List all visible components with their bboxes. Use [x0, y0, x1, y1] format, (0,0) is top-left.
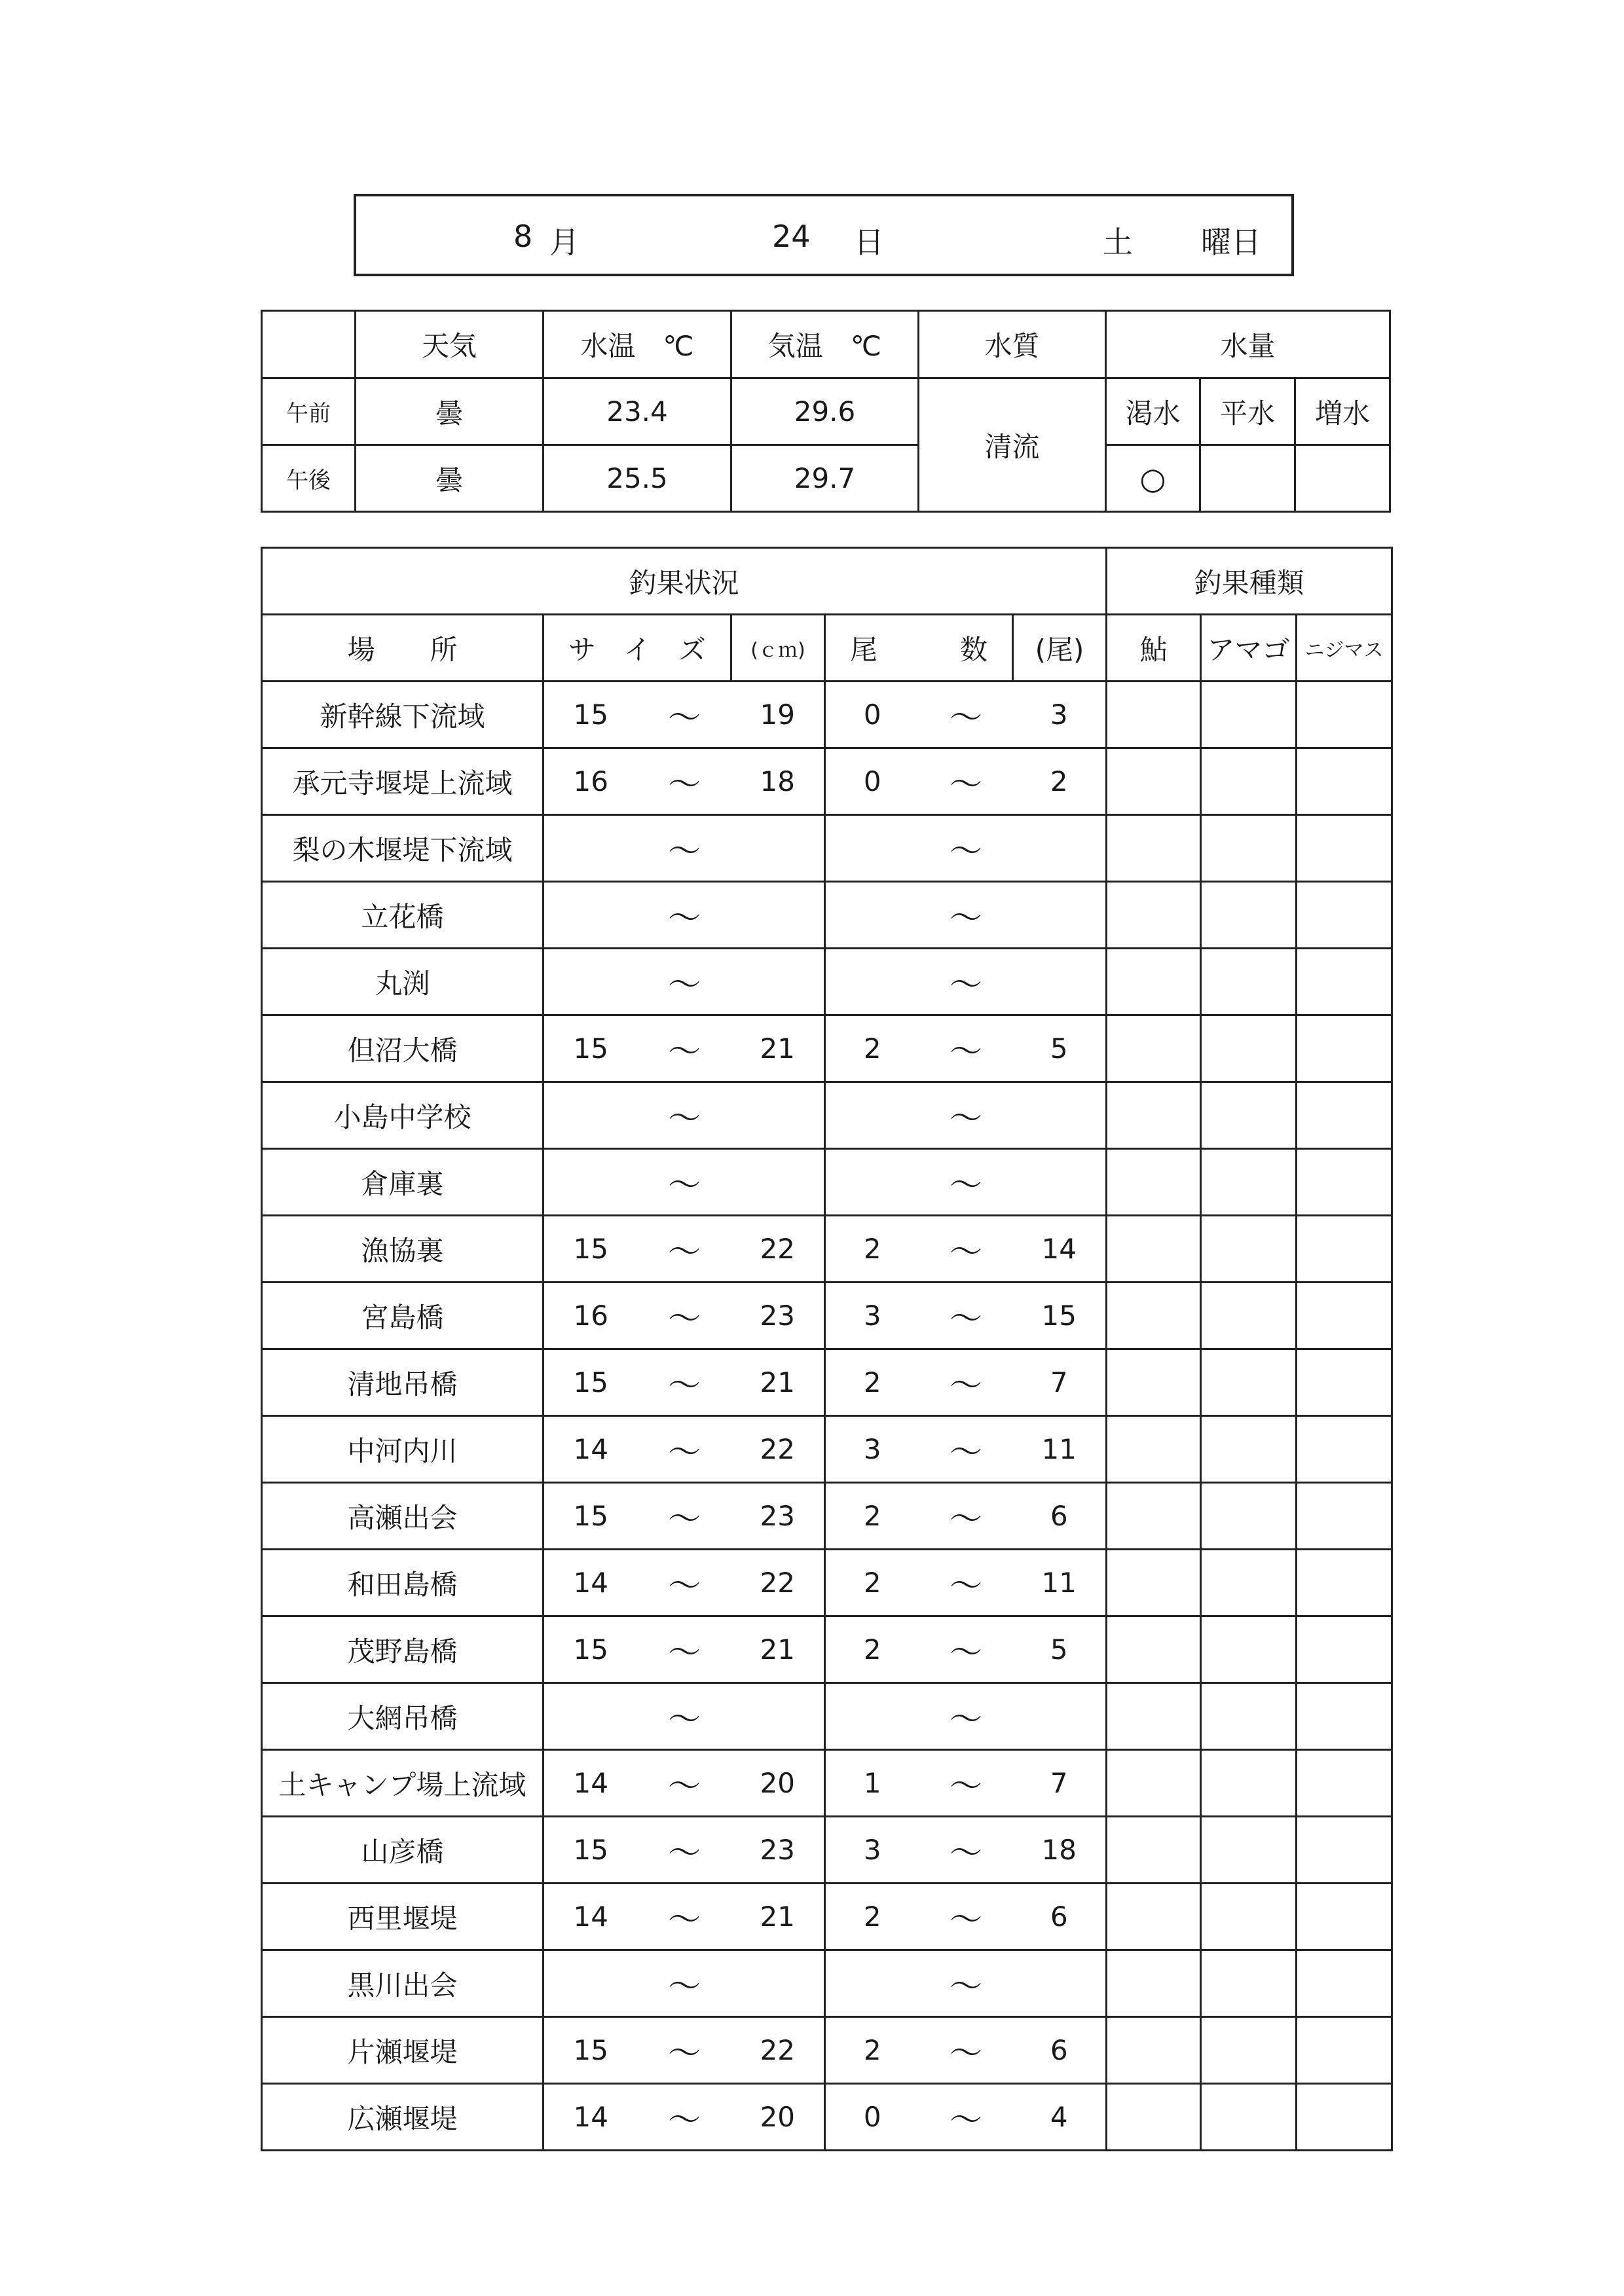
place-cell: 承元寺堰堤上流域: [262, 748, 544, 815]
size-max-cell: 21: [731, 1616, 825, 1683]
day-value: 24: [772, 219, 811, 254]
species-ayu-cell: [1107, 1683, 1201, 1750]
species-rainbow-trout-cell: [1297, 1082, 1392, 1149]
count-tilde-cell: ～: [919, 882, 1013, 949]
size-tilde-cell: ～: [638, 682, 731, 748]
count-min-cell: 2: [825, 2017, 919, 2084]
count-min-cell: 0: [825, 682, 919, 748]
table-row: [262, 2084, 1392, 2151]
count-min-cell: 0: [825, 2084, 919, 2151]
size-tilde-cell: ～: [638, 1616, 731, 1683]
count-min-cell: 2: [825, 1616, 919, 1683]
count-max-cell: 6: [1013, 2017, 1107, 2084]
count-tilde-cell: ～: [919, 1750, 1013, 1817]
species-ayu-cell: [1107, 815, 1201, 882]
species-amago-cell: [1201, 2017, 1297, 2084]
species-rainbow-trout-cell: [1297, 1349, 1392, 1416]
size-max-cell: [731, 815, 825, 882]
size-min-cell: 14: [544, 1416, 638, 1483]
species-amago-cell: [1201, 682, 1297, 748]
count-min-cell: 2: [825, 1884, 919, 1950]
count-tilde-cell: ～: [919, 2017, 1013, 2084]
count-min-cell: [825, 1149, 919, 1216]
water-temp-header: 水温 ℃: [544, 311, 731, 378]
size-min-cell: 16: [544, 748, 638, 815]
place-cell: 広瀬堰堤: [262, 2084, 544, 2151]
species-amago-cell: [1201, 1483, 1297, 1550]
count-max-cell: [1013, 1149, 1107, 1216]
size-max-cell: [731, 1149, 825, 1216]
table-row: [262, 1483, 1392, 1550]
water-quality-value: 清流: [919, 378, 1106, 512]
species-rainbow-trout-cell: [1297, 1683, 1392, 1750]
species-amago-cell: [1201, 1683, 1297, 1750]
size-max-cell: 18: [731, 748, 825, 815]
count-max-cell: [1013, 949, 1107, 1015]
volume-option-low: 渇水: [1106, 378, 1200, 445]
place-cell: 宮島橋: [262, 1283, 544, 1349]
size-max-cell: 21: [731, 1349, 825, 1416]
count-tilde-cell: ～: [919, 1817, 1013, 1884]
species-rainbow-trout-cell: [1297, 815, 1392, 882]
species-ayu-cell: [1107, 1349, 1201, 1416]
size-tilde-cell: ～: [638, 815, 731, 882]
size-max-cell: [731, 1950, 825, 2017]
species-rainbow-trout-cell: [1297, 2017, 1392, 2084]
size-max-cell: [731, 882, 825, 949]
count-max-cell: [1013, 815, 1107, 882]
size-min-cell: 14: [544, 1884, 638, 1950]
catch-title-row: [262, 548, 1392, 615]
place-cell: 梨の木堰堤下流域: [262, 815, 544, 882]
species-amago-cell: [1201, 1817, 1297, 1884]
size-min-cell: [544, 1149, 638, 1216]
species-ayu-cell: [1107, 1550, 1201, 1616]
size-tilde-cell: ～: [638, 1550, 731, 1616]
count-tilde-cell: ～: [919, 1149, 1013, 1216]
species-ayu-header: 鮎: [1107, 615, 1201, 682]
count-max-cell: 7: [1013, 1349, 1107, 1416]
place-cell: 西里堰堤: [262, 1884, 544, 1950]
species-amago-header: アマゴ: [1201, 615, 1297, 682]
count-min-cell: [825, 1950, 919, 2017]
count-tilde-cell: ～: [919, 1416, 1013, 1483]
count-min-cell: [825, 1082, 919, 1149]
species-ayu-cell: [1107, 1750, 1201, 1817]
count-max-cell: 2: [1013, 748, 1107, 815]
species-amago-cell: [1201, 1082, 1297, 1149]
size-min-cell: 15: [544, 1483, 638, 1550]
morning-row: [262, 378, 1390, 445]
water-volume-header: 水量: [1106, 311, 1390, 378]
count-tilde-cell: ～: [919, 949, 1013, 1015]
table-row: [262, 1283, 1392, 1349]
place-cell: 但沼大橋: [262, 1015, 544, 1082]
species-rainbow-trout-cell: [1297, 882, 1392, 949]
count-min-cell: 3: [825, 1416, 919, 1483]
species-ayu-cell: [1107, 2084, 1201, 2151]
species-ayu-cell: [1107, 1082, 1201, 1149]
count-tilde-cell: ～: [919, 1483, 1013, 1550]
size-min-cell: [544, 949, 638, 1015]
table-row: [262, 949, 1392, 1015]
count-min-cell: 3: [825, 1283, 919, 1349]
species-ayu-cell: [1107, 682, 1201, 748]
size-max-cell: 23: [731, 1483, 825, 1550]
table-row: [262, 1416, 1392, 1483]
species-rainbow-trout-cell: [1297, 1884, 1392, 1950]
species-amago-cell: [1201, 1884, 1297, 1950]
place-cell: 山彦橋: [262, 1817, 544, 1884]
size-min-cell: [544, 882, 638, 949]
catch-header-row: [262, 615, 1392, 682]
afternoon-air-temp: 29.7: [731, 445, 919, 512]
table-row: [262, 1216, 1392, 1283]
species-rainbow-trout-cell: [1297, 682, 1392, 748]
volume-high-mark: [1295, 445, 1390, 512]
species-rainbow-trout-cell: [1297, 2084, 1392, 2151]
species-amago-cell: [1201, 1950, 1297, 2017]
count-tilde-cell: ～: [919, 2084, 1013, 2151]
size-tilde-cell: ～: [638, 1149, 731, 1216]
water-quality-header: 水質: [919, 311, 1106, 378]
species-ayu-cell: [1107, 1416, 1201, 1483]
count-tilde-cell: ～: [919, 1616, 1013, 1683]
species-rainbow-trout-cell: [1297, 1483, 1392, 1550]
species-rainbow-trout-cell: [1297, 748, 1392, 815]
count-max-cell: 4: [1013, 2084, 1107, 2151]
species-rainbow-trout-cell: [1297, 1616, 1392, 1683]
count-max-cell: 6: [1013, 1884, 1107, 1950]
size-max-cell: 22: [731, 1550, 825, 1616]
weather-header: 天気: [356, 311, 544, 378]
size-max-cell: 21: [731, 1015, 825, 1082]
place-cell: 茂野島橋: [262, 1616, 544, 1683]
place-cell: 清地吊橋: [262, 1349, 544, 1416]
species-ayu-cell: [1107, 949, 1201, 1015]
species-ayu-cell: [1107, 1950, 1201, 2017]
size-tilde-cell: ～: [638, 1283, 731, 1349]
size-tilde-cell: ～: [638, 1015, 731, 1082]
place-cell: 中河内川: [262, 1416, 544, 1483]
morning-label: 午前: [262, 378, 356, 445]
size-max-cell: 20: [731, 2084, 825, 2151]
volume-normal-mark: [1200, 445, 1295, 512]
month-unit: 月: [549, 225, 580, 260]
month-value: 8: [513, 219, 533, 254]
count-max-cell: [1013, 882, 1107, 949]
volume-option-high: 増水: [1295, 378, 1390, 445]
size-min-cell: 15: [544, 1015, 638, 1082]
count-min-cell: 2: [825, 1483, 919, 1550]
count-tilde-cell: ～: [919, 1950, 1013, 2017]
count-tilde-cell: ～: [919, 1015, 1013, 1082]
count-tilde-cell: ～: [919, 815, 1013, 882]
size-max-cell: 22: [731, 2017, 825, 2084]
size-tilde-cell: ～: [638, 1817, 731, 1884]
species-amago-cell: [1201, 1416, 1297, 1483]
table-row: [262, 1015, 1392, 1082]
species-amago-cell: [1201, 748, 1297, 815]
place-cell: 片瀬堰堤: [262, 2017, 544, 2084]
count-tilde-cell: ～: [919, 1216, 1013, 1283]
size-min-cell: 15: [544, 1349, 638, 1416]
size-max-cell: [731, 1683, 825, 1750]
day-unit: 日: [854, 225, 884, 260]
species-rainbow-trout-header: ニジマス: [1297, 615, 1392, 682]
place-cell: 小島中学校: [262, 1082, 544, 1149]
count-min-cell: 2: [825, 1015, 919, 1082]
size-min-cell: 15: [544, 1216, 638, 1283]
size-min-cell: [544, 1082, 638, 1149]
species-ayu-cell: [1107, 2017, 1201, 2084]
species-rainbow-trout-cell: [1297, 1283, 1392, 1349]
count-min-cell: [825, 882, 919, 949]
size-tilde-cell: ～: [638, 1483, 731, 1550]
count-tilde-cell: ～: [919, 748, 1013, 815]
size-min-cell: [544, 815, 638, 882]
afternoon-water-temp: 25.5: [544, 445, 731, 512]
size-tilde-cell: ～: [638, 1349, 731, 1416]
species-amago-cell: [1201, 1283, 1297, 1349]
weekday-value: 土: [1103, 225, 1133, 260]
afternoon-weather: 曇: [356, 445, 544, 512]
count-max-cell: 6: [1013, 1483, 1107, 1550]
count-tilde-cell: ～: [919, 1283, 1013, 1349]
size-tilde-cell: ～: [638, 2017, 731, 2084]
count-min-cell: 2: [825, 1349, 919, 1416]
afternoon-label: 午後: [262, 445, 356, 512]
size-tilde-cell: ～: [638, 1884, 731, 1950]
species-rainbow-trout-cell: [1297, 1015, 1392, 1082]
size-tilde-cell: ～: [638, 1750, 731, 1817]
count-min-cell: [825, 949, 919, 1015]
count-max-cell: 18: [1013, 1817, 1107, 1884]
species-ayu-cell: [1107, 1149, 1201, 1216]
species-amago-cell: [1201, 1750, 1297, 1817]
table-row: [262, 1550, 1392, 1616]
species-ayu-cell: [1107, 1483, 1201, 1550]
species-ayu-cell: [1107, 748, 1201, 815]
count-tilde-cell: ～: [919, 682, 1013, 748]
place-cell: 土キャンプ場上流域: [262, 1750, 544, 1817]
species-title: 釣果種類: [1107, 548, 1392, 615]
place-cell: 高瀬出会: [262, 1483, 544, 1550]
count-min-cell: 2: [825, 1216, 919, 1283]
count-header: 尾 数: [825, 615, 1013, 682]
conditions-table: [261, 310, 1391, 513]
count-max-cell: [1013, 1950, 1107, 2017]
species-rainbow-trout-cell: [1297, 1550, 1392, 1616]
size-min-cell: 15: [544, 2017, 638, 2084]
catch-table: [261, 547, 1393, 2151]
count-min-cell: 1: [825, 1750, 919, 1817]
count-unit-header: (尾): [1013, 615, 1107, 682]
size-header: サ イ ズ: [544, 615, 731, 682]
size-min-cell: 14: [544, 1750, 638, 1817]
size-tilde-cell: ～: [638, 2084, 731, 2151]
count-min-cell: [825, 1683, 919, 1750]
species-amago-cell: [1201, 1550, 1297, 1616]
place-cell: 丸渕: [262, 949, 544, 1015]
species-amago-cell: [1201, 815, 1297, 882]
size-max-cell: [731, 1082, 825, 1149]
species-amago-cell: [1201, 1349, 1297, 1416]
size-min-cell: [544, 1683, 638, 1750]
table-row: [262, 815, 1392, 882]
species-amago-cell: [1201, 882, 1297, 949]
count-tilde-cell: ～: [919, 1550, 1013, 1616]
species-amago-cell: [1201, 1216, 1297, 1283]
table-row: [262, 1817, 1392, 1884]
size-max-cell: 22: [731, 1216, 825, 1283]
table-row: [262, 1750, 1392, 1817]
species-ayu-cell: [1107, 1817, 1201, 1884]
table-row: [262, 1683, 1392, 1750]
weekday-unit: 曜日: [1201, 225, 1261, 260]
species-ayu-cell: [1107, 1884, 1201, 1950]
morning-air-temp: 29.6: [731, 378, 919, 445]
size-tilde-cell: ～: [638, 882, 731, 949]
count-max-cell: [1013, 1683, 1107, 1750]
size-tilde-cell: ～: [638, 1950, 731, 2017]
size-min-cell: [544, 1950, 638, 2017]
count-max-cell: [1013, 1082, 1107, 1149]
date-bar: [354, 194, 1294, 276]
species-rainbow-trout-cell: [1297, 1149, 1392, 1216]
species-ayu-cell: [1107, 1216, 1201, 1283]
species-rainbow-trout-cell: [1297, 949, 1392, 1015]
species-rainbow-trout-cell: [1297, 1750, 1392, 1817]
size-max-cell: [731, 949, 825, 1015]
size-max-cell: 22: [731, 1416, 825, 1483]
volume-option-normal: 平水: [1200, 378, 1295, 445]
size-max-cell: 23: [731, 1283, 825, 1349]
table-row: [262, 682, 1392, 748]
count-max-cell: 14: [1013, 1216, 1107, 1283]
count-max-cell: 15: [1013, 1283, 1107, 1349]
table-row: [262, 1884, 1392, 1950]
morning-weather: 曇: [356, 378, 544, 445]
air-temp-header: 気温 ℃: [731, 311, 919, 378]
count-max-cell: 11: [1013, 1550, 1107, 1616]
table-row: [262, 1616, 1392, 1683]
size-tilde-cell: ～: [638, 1683, 731, 1750]
count-max-cell: 3: [1013, 682, 1107, 748]
size-min-cell: 14: [544, 1550, 638, 1616]
size-min-cell: 16: [544, 1283, 638, 1349]
place-cell: 立花橋: [262, 882, 544, 949]
size-max-cell: 23: [731, 1817, 825, 1884]
size-max-cell: 21: [731, 1884, 825, 1950]
place-cell: 黒川出会: [262, 1950, 544, 2017]
species-ayu-cell: [1107, 882, 1201, 949]
size-max-cell: 19: [731, 682, 825, 748]
size-tilde-cell: ～: [638, 748, 731, 815]
corner-cell: [262, 311, 356, 378]
size-tilde-cell: ～: [638, 949, 731, 1015]
place-cell: 和田島橋: [262, 1550, 544, 1616]
count-tilde-cell: ～: [919, 1884, 1013, 1950]
size-tilde-cell: ～: [638, 1216, 731, 1283]
afternoon-row: [262, 445, 1390, 512]
species-rainbow-trout-cell: [1297, 1817, 1392, 1884]
count-tilde-cell: ～: [919, 1683, 1013, 1750]
size-tilde-cell: ～: [638, 1416, 731, 1483]
count-max-cell: 5: [1013, 1616, 1107, 1683]
size-min-cell: 15: [544, 1616, 638, 1683]
count-min-cell: 3: [825, 1817, 919, 1884]
volume-low-mark: ○: [1106, 445, 1200, 512]
count-min-cell: [825, 815, 919, 882]
table-row: [262, 1950, 1392, 2017]
species-ayu-cell: [1107, 1616, 1201, 1683]
count-max-cell: 5: [1013, 1015, 1107, 1082]
count-max-cell: 11: [1013, 1416, 1107, 1483]
place-cell: 漁協裏: [262, 1216, 544, 1283]
species-ayu-cell: [1107, 1283, 1201, 1349]
size-min-cell: 15: [544, 682, 638, 748]
morning-water-temp: 23.4: [544, 378, 731, 445]
species-rainbow-trout-cell: [1297, 1416, 1392, 1483]
conditions-header-row: [262, 311, 1390, 378]
species-ayu-cell: [1107, 1015, 1201, 1082]
table-row: [262, 1349, 1392, 1416]
table-row: [262, 2017, 1392, 2084]
size-min-cell: 15: [544, 1817, 638, 1884]
table-row: [262, 1082, 1392, 1149]
place-cell: 新幹線下流域: [262, 682, 544, 748]
size-unit-header: (ｃｍ): [731, 615, 825, 682]
place-cell: 倉庫裏: [262, 1149, 544, 1216]
count-tilde-cell: ～: [919, 1082, 1013, 1149]
table-row: [262, 1149, 1392, 1216]
species-amago-cell: [1201, 1015, 1297, 1082]
count-tilde-cell: ～: [919, 1349, 1013, 1416]
place-header: 場 所: [262, 615, 544, 682]
species-amago-cell: [1201, 1616, 1297, 1683]
table-row: [262, 882, 1392, 949]
species-rainbow-trout-cell: [1297, 1950, 1392, 2017]
species-amago-cell: [1201, 949, 1297, 1015]
size-max-cell: 20: [731, 1750, 825, 1817]
species-rainbow-trout-cell: [1297, 1216, 1392, 1283]
count-min-cell: 0: [825, 748, 919, 815]
species-amago-cell: [1201, 2084, 1297, 2151]
size-min-cell: 14: [544, 2084, 638, 2151]
table-row: [262, 748, 1392, 815]
count-min-cell: 2: [825, 1550, 919, 1616]
size-tilde-cell: ～: [638, 1082, 731, 1149]
catch-title: 釣果状況: [262, 548, 1107, 615]
count-max-cell: 7: [1013, 1750, 1107, 1817]
species-amago-cell: [1201, 1149, 1297, 1216]
place-cell: 大網吊橋: [262, 1683, 544, 1750]
